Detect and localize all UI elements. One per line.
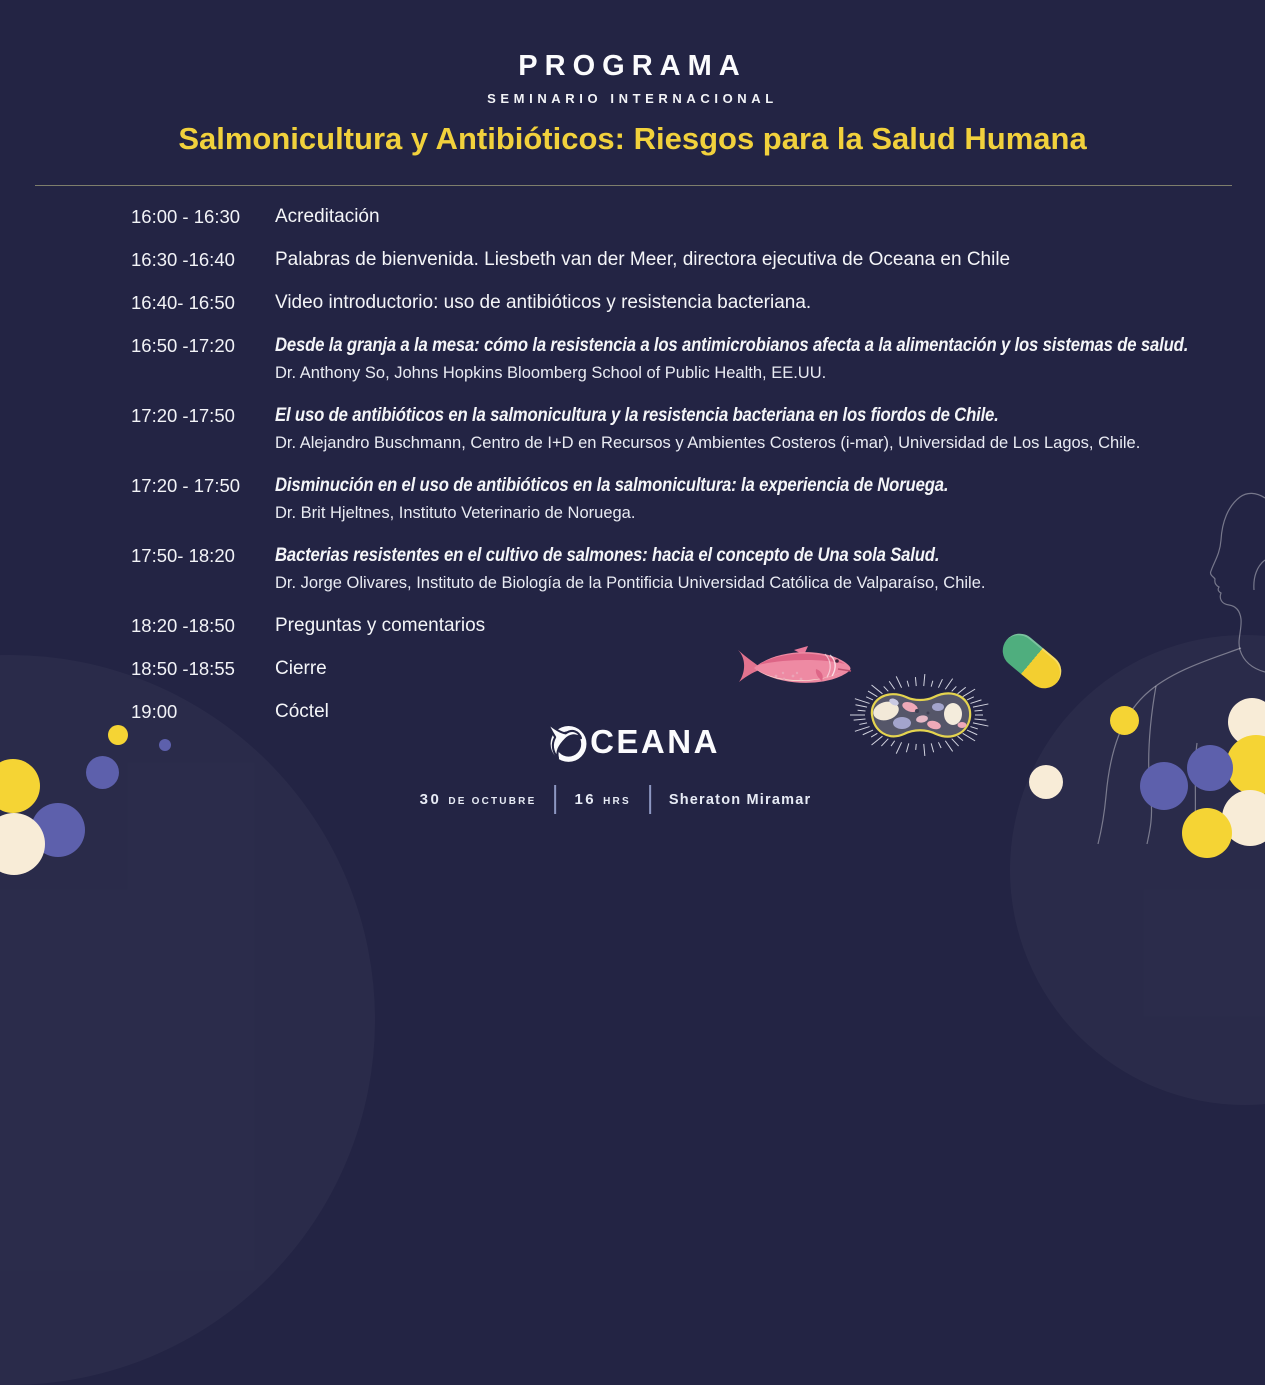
schedule-entry <box>275 654 327 683</box>
event-date-label: DE OCTUBRE <box>448 796 537 807</box>
event-hour-label: HRS <box>603 796 631 807</box>
program-kicker: PROGRAMA <box>518 50 747 82</box>
schedule-row <box>131 288 1251 317</box>
schedule-time: 16:30 -16:40 <box>131 249 235 270</box>
decor-circle <box>108 725 128 745</box>
session-speaker: Dr. Alejandro Buschmann, Centro de I+D en Recursos y Ambientes Costeros (i-mar), Universidad de Los Lagos, Chile. <box>275 434 1141 452</box>
schedule-entry <box>275 471 1040 527</box>
page-title: Salmonicultura y Antibióticos: Riesgos para la Salud Humana <box>178 121 1087 156</box>
schedule-row <box>131 611 1251 640</box>
schedule-time: 18:20 -18:50 <box>131 615 235 636</box>
schedule-entry <box>275 401 1140 457</box>
event-venue: Sheraton Miramar <box>668 791 812 808</box>
event-hour <box>574 791 630 808</box>
schedule-list <box>131 202 1251 740</box>
oceana-logo-text: CEANA <box>590 723 720 760</box>
session-title: Acreditación <box>275 206 380 227</box>
schedule-time: 18:50 -18:55 <box>131 658 235 679</box>
decor-circle <box>1029 765 1063 799</box>
divider-line <box>35 185 1232 186</box>
session-title: Desde la granja a la mesa: cómo la resistencia a los antimicrobianos afecta a la alimentación y los sistemas de salud. <box>275 335 1189 356</box>
session-title: Cóctel <box>275 701 329 722</box>
session-title: El uso de antibióticos en la salmonicultura y la resistencia bacteriana en los fiordos de Chile. <box>275 405 999 426</box>
seminar-subtitle: SEMINARIO INTERNACIONAL <box>487 91 778 106</box>
schedule-time: 17:20 -17:50 <box>131 405 235 426</box>
schedule-row <box>131 331 1251 387</box>
schedule-entry <box>275 202 380 231</box>
schedule-time: 16:50 -17:20 <box>131 335 235 356</box>
separator-bar <box>649 785 651 814</box>
session-speaker: Dr. Jorge Olivares, Instituto de Biología de la Pontificia Universidad Católica de Valparaíso, Chile. <box>275 574 986 592</box>
session-title: Preguntas y comentarios <box>275 615 486 636</box>
session-title: Disminución en el uso de antibióticos en la salmonicultura: la experiencia de Noruega. <box>275 475 949 496</box>
decor-circle <box>1182 808 1232 858</box>
schedule-row <box>131 654 1251 683</box>
background-circle-left <box>0 655 375 1385</box>
schedule-entry <box>275 331 1251 387</box>
schedule-entry <box>275 245 1010 274</box>
schedule-entry <box>275 541 1030 597</box>
decor-circle <box>159 739 171 751</box>
schedule-row <box>131 471 1251 527</box>
decor-circle <box>1187 745 1233 791</box>
schedule-row <box>131 401 1251 457</box>
session-speaker: Dr. Brit Hjeltnes, Instituto Veterinario de Noruega. <box>275 504 636 522</box>
schedule-time: 17:20 - 17:50 <box>131 475 241 496</box>
event-date-number: 30 <box>419 791 442 808</box>
decor-circle <box>1140 762 1188 810</box>
oceana-marlin-o-icon <box>545 720 589 764</box>
schedule-row <box>131 541 1251 597</box>
decor-circle <box>86 756 119 789</box>
schedule-time: 16:40- 16:50 <box>131 292 235 313</box>
session-title: Palabras de bienvenida. Liesbeth van der Meer, directora ejecutiva de Oceana en Chile <box>275 249 1011 270</box>
schedule-time: 16:00 - 16:30 <box>131 206 241 227</box>
schedule-row <box>131 245 1251 274</box>
separator-bar <box>554 785 556 814</box>
schedule-entry <box>275 697 329 726</box>
event-hour-number: 16 <box>574 791 597 808</box>
schedule-row <box>131 202 1251 231</box>
schedule-entry <box>275 288 811 317</box>
session-title: Bacterias resistentes en el cultivo de salmones: hacia el concepto de Una sola Salud. <box>275 545 940 566</box>
oceana-logo <box>545 720 720 764</box>
event-info-bar <box>420 785 812 814</box>
session-speaker: Dr. Anthony So, Johns Hopkins Bloomberg School of Public Health, EE.UU. <box>275 364 827 382</box>
session-title: Video introductorio: uso de antibióticos y resistencia bacteriana. <box>275 292 812 313</box>
schedule-time: 17:50- 18:20 <box>131 545 235 566</box>
event-date <box>420 791 537 808</box>
schedule-entry <box>275 611 485 640</box>
schedule-time: 19:00 <box>131 701 178 722</box>
session-title: Cierre <box>275 658 327 679</box>
